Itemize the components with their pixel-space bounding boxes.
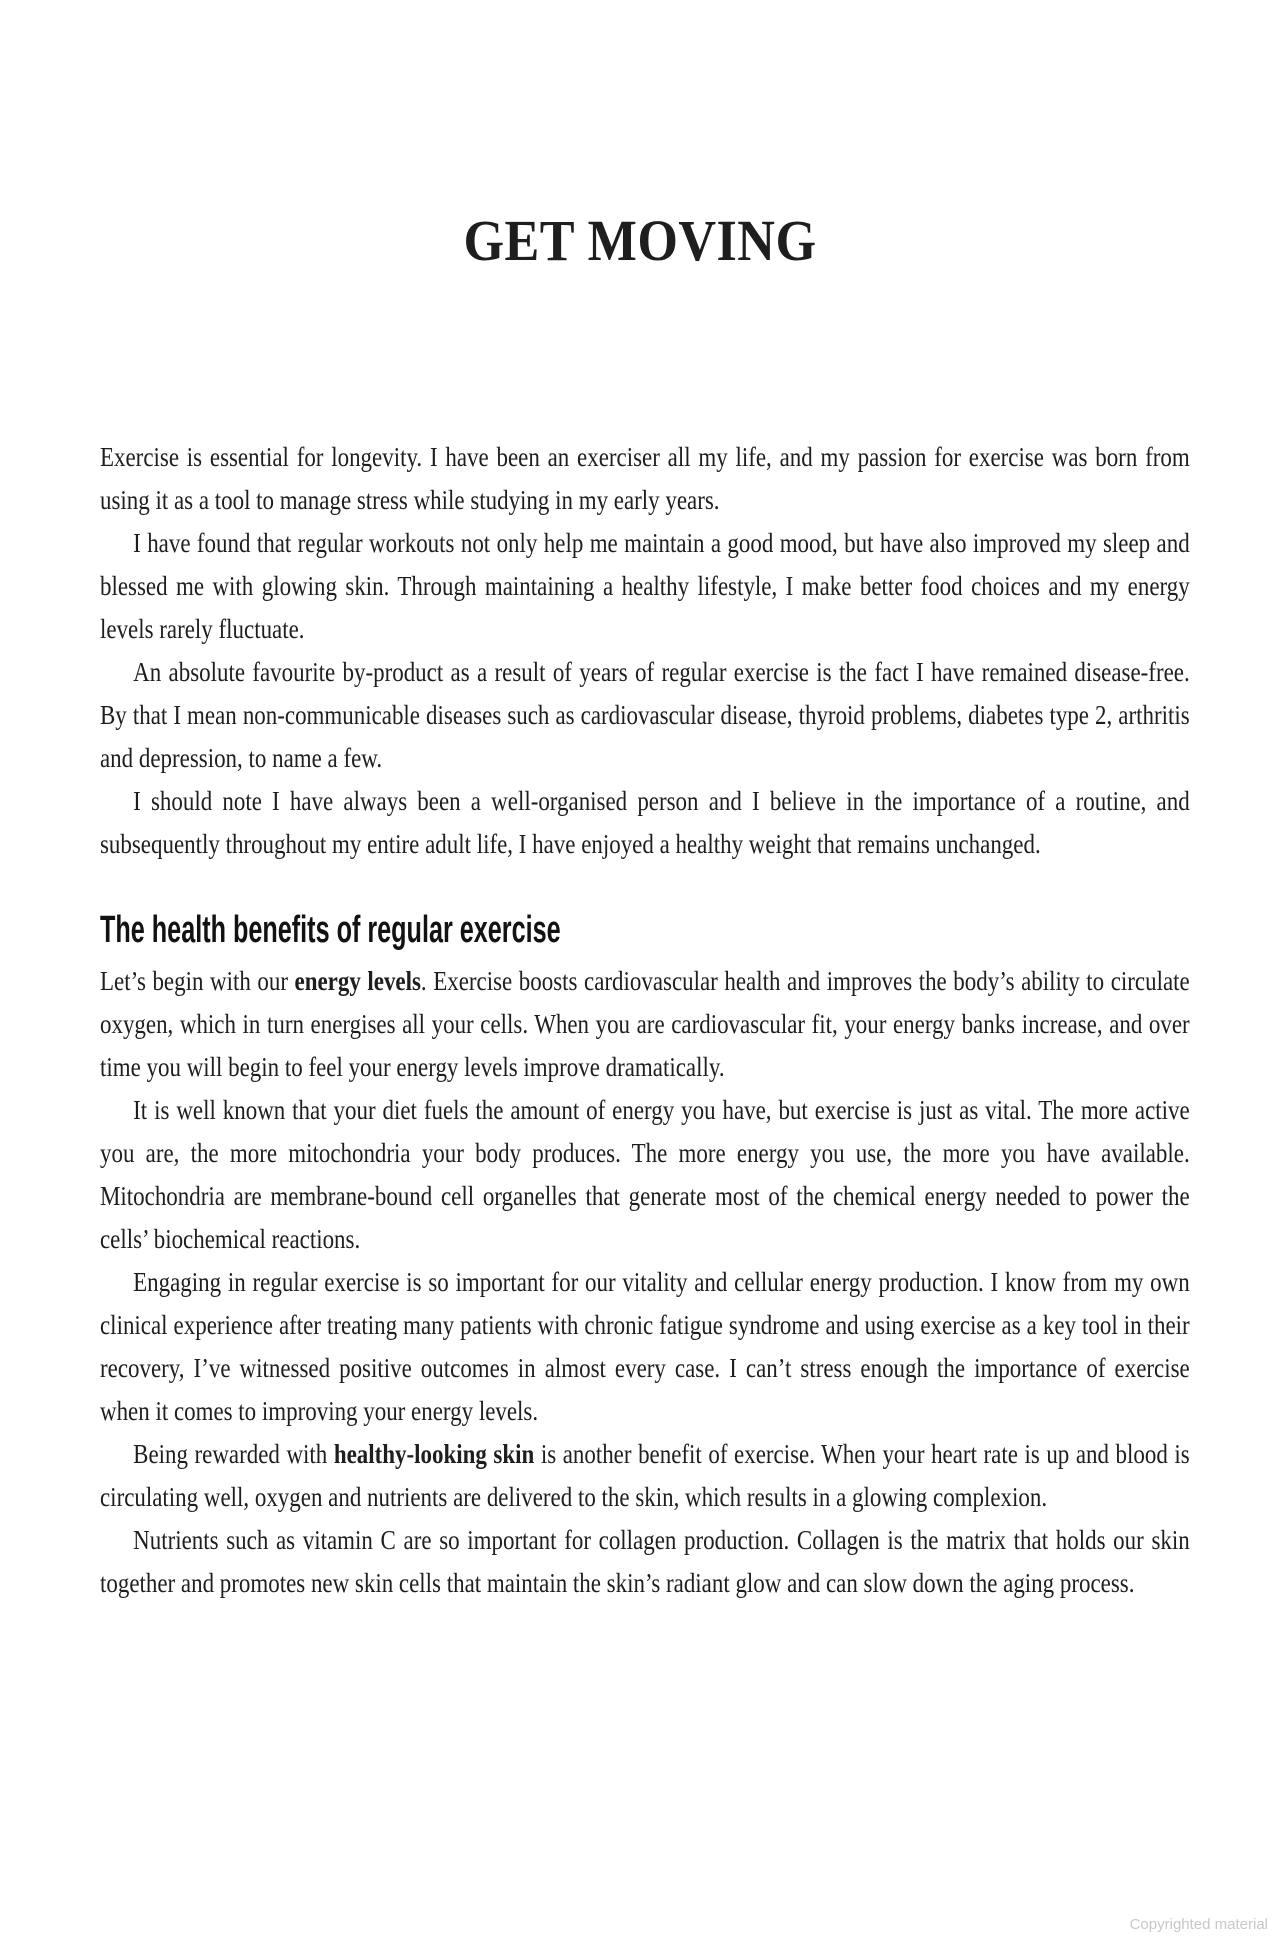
chapter-title: GET MOVING	[463, 208, 817, 273]
text-run: . Exercise boosts cardiovascular health and improves the body’s ability to circulate oxygen, which in turn energises all your cells. When you are cardiovascular fit, your energy banks increase, and over time you will begin to feel your energy levels improve dramatically.	[100, 966, 1190, 1082]
bold-text-run: healthy-looking skin	[333, 1439, 535, 1469]
text-run: Engaging in regular exercise is so important for our vitality and cellular energy production. I know from my own clinical experience after treating many patients with chronic fatigue syndrome and using exercise as a key tool in their recovery, I’ve witnessed positive outcomes in almost every case. I can’t stress enough the importance of exercise when it comes to improving your energy levels.	[100, 1267, 1190, 1426]
body-paragraph	[100, 651, 1190, 780]
section-heading-text: The health benefits of regular exercise	[100, 909, 561, 951]
body-paragraph	[100, 1089, 1190, 1261]
body-paragraph	[100, 1519, 1190, 1605]
body-paragraph	[100, 1261, 1190, 1433]
body-paragraph	[100, 436, 1190, 522]
copyright-watermark: Copyrighted material	[1129, 1916, 1268, 1933]
page-body	[100, 436, 1190, 1605]
body-paragraph	[100, 1433, 1190, 1519]
body-paragraph	[100, 960, 1190, 1089]
text-run: Exercise is essential for longevity. I have been an exerciser all my life, and my passion for exercise was born from using it as a tool to manage stress while studying in my early years.	[100, 442, 1190, 515]
text-run: I should note I have always been a well-organised person and I believe in the importance of a routine, and subsequently throughout my entire adult life, I have enjoyed a healthy weight that remains unchanged.	[100, 786, 1190, 859]
section-heading	[100, 910, 1190, 950]
text-run: An absolute favourite by-product as a result of years of regular exercise is the fact I have remained disease-free. By that I mean non-communicable diseases such as cardiovascular disease, thyroid problems, diabetes type 2, arthritis and depression, to name a few.	[100, 657, 1190, 773]
body-paragraph	[100, 522, 1190, 651]
bold-text-run: energy levels	[294, 966, 421, 996]
text-run: I have found that regular workouts not only help me maintain a good mood, but have also improved my sleep and blessed me with glowing skin. Through maintaining a healthy lifestyle, I make better food choices and my energy levels rarely fluctuate.	[100, 528, 1190, 644]
text-run: Let’s begin with our	[100, 966, 295, 996]
text-run: Nutrients such as vitamin C are so important for collagen production. Collagen is the matrix that holds our skin together and promotes new skin cells that maintain the skin’s radiant glow and can slow down the aging process.	[100, 1525, 1190, 1598]
body-paragraph	[100, 780, 1190, 866]
text-run: It is well known that your diet fuels the amount of energy you have, but exercise is just as vital. The more active you are, the more mitochondria your body produces. The more energy you use, the more you have available. Mitochondria are membrane-bound cell organelles that generate most of the chemical energy needed to power the cells’ biochemical reactions.	[100, 1095, 1190, 1254]
text-run: Being rewarded with	[133, 1439, 334, 1469]
text-run: is another benefit of exercise. When your heart rate is up and blood is circulating well, oxygen and nutrients are delivered to the skin, which results in a glowing complexion.	[100, 1439, 1190, 1512]
